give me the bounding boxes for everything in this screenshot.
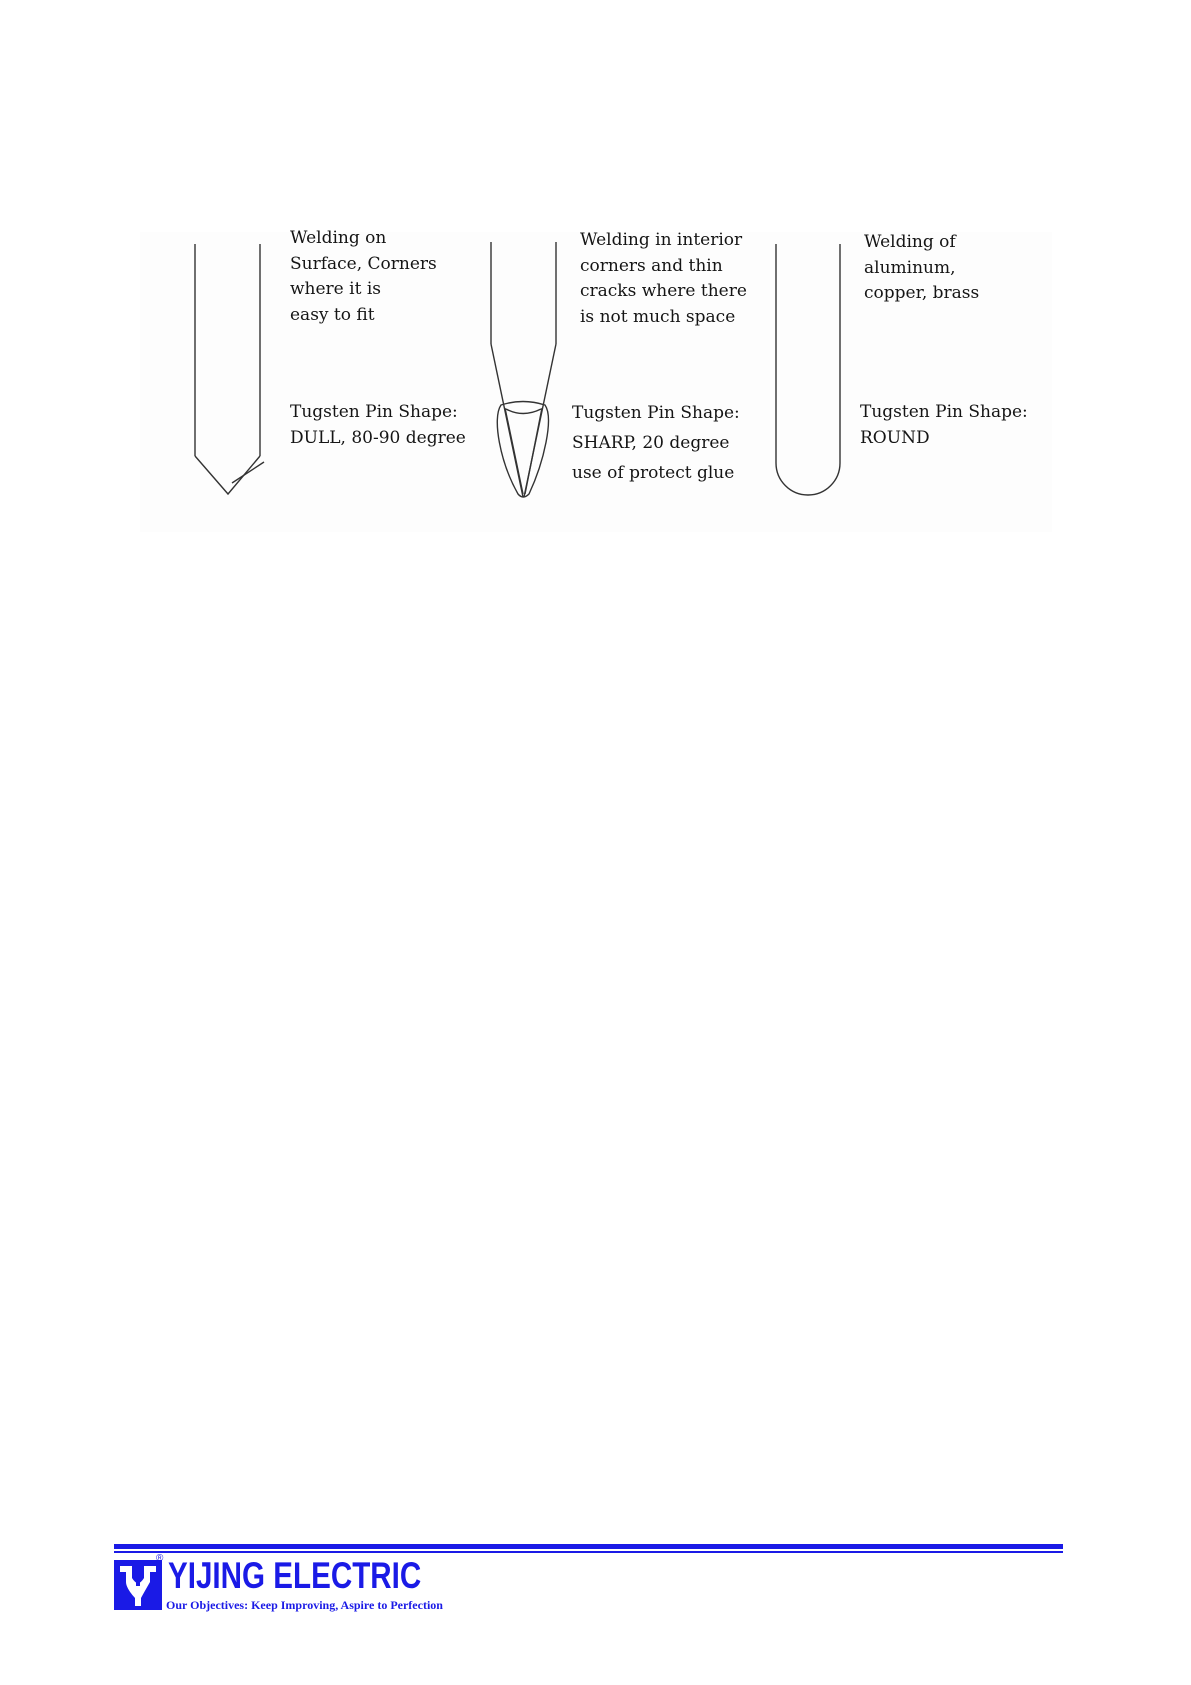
yijing-logo-icon <box>114 1558 162 1612</box>
sharp-usage-text: Welding in interior corners and thin cracks where there is not much space <box>580 230 747 327</box>
dull-usage-text: Welding on Surface, Corners where it is easy to fit <box>290 228 437 325</box>
brand-slogan: Our Objectives: Keep Improving, Aspire to Perfection <box>166 1598 443 1612</box>
tungsten-tip-figure <box>140 228 1052 532</box>
round-usage-text: Welding of aluminum, copper, brass <box>864 232 980 303</box>
round-shape-text: Tugsten Pin Shape: ROUND <box>860 402 1028 448</box>
sharp-shape-text: Tugsten Pin Shape: SHARP, 20 degree use of protect glue <box>572 403 740 483</box>
footer-rule <box>114 1544 1063 1549</box>
sharp-tip-electrode <box>491 242 556 497</box>
round-tip-electrode <box>776 244 840 495</box>
registered-mark: ® <box>156 1553 164 1564</box>
brand-name: YIJING ELECTRIC <box>168 1555 422 1596</box>
footer-rule-thin <box>114 1551 1063 1553</box>
dull-tip-electrode <box>195 244 264 494</box>
dull-shape-text: Tugsten Pin Shape: DULL, 80-90 degree <box>290 402 466 448</box>
